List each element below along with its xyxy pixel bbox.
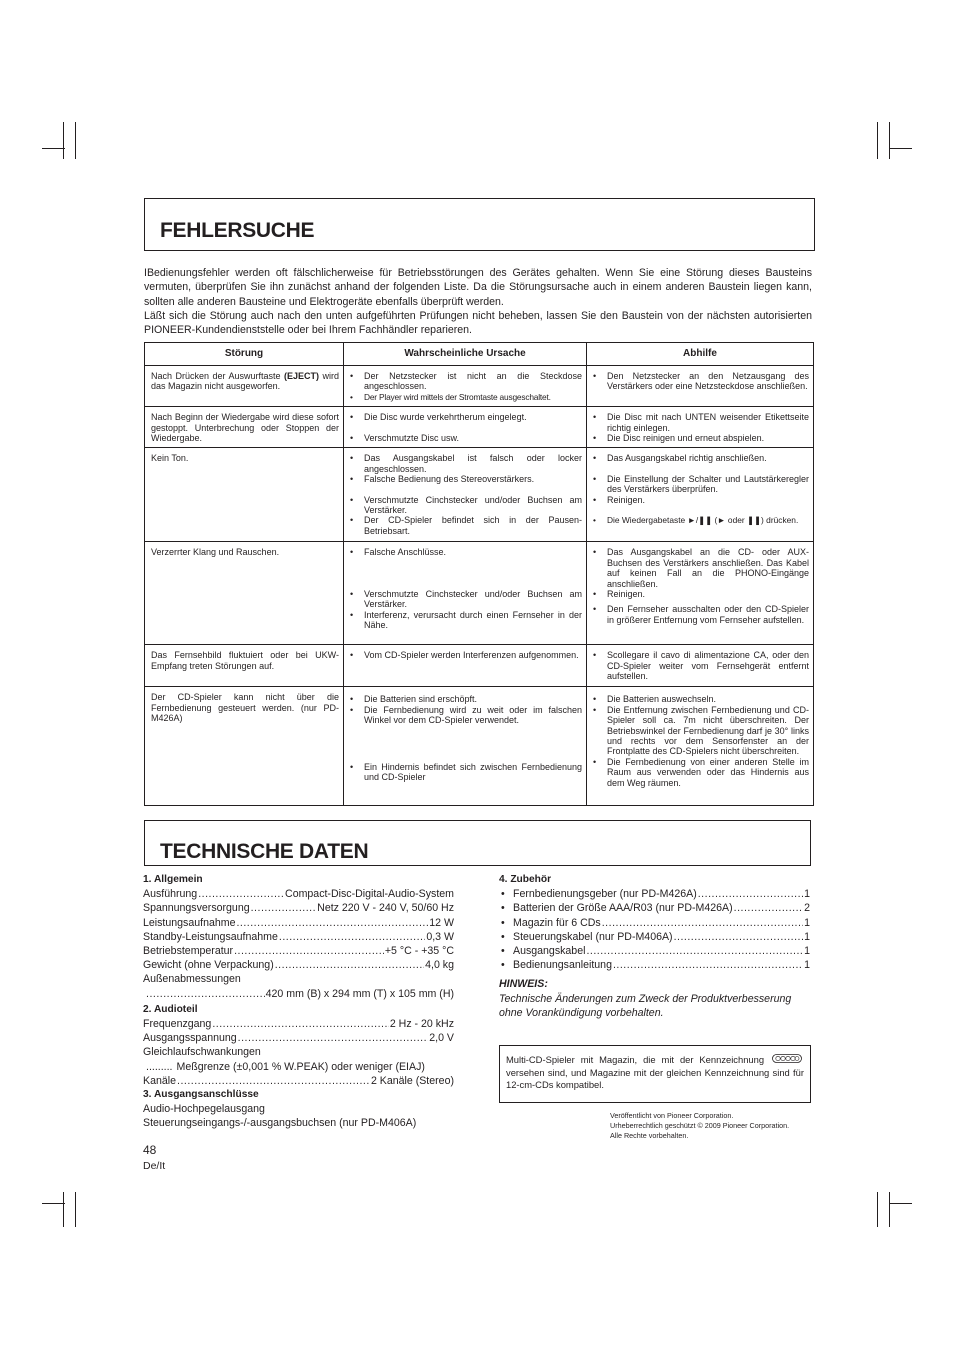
page-number: 48 [143,1143,157,1157]
spec-label: Betriebstemperatur [143,945,234,958]
remedy-item: • Die Disc mit nach UNTEN weisender Etikettseite richtig einlegen. [593,412,809,433]
problem-cell [145,366,344,407]
spec-value: +5 °C - +35 °C [384,945,454,958]
spec-label: Ausgangsspannung [143,1032,237,1045]
troubleshooting-header [144,198,815,251]
spec-value: Meßgrenze (±0,001 % W.PEAK) oder weniger (EIAJ) [176,1060,425,1073]
list-item [499,930,810,944]
cause-item: • Verschmutzte Disc usw. [350,433,582,443]
accessory-label: • Steuerungskabel (nur PD-M406A) [513,930,673,943]
remedy-item: • Die Disc reinigen und erneut abspielen. [593,433,809,443]
table-row [145,366,814,407]
spec-row [143,987,454,1001]
spec-value: 2 Hz - 20 kHz [389,1018,454,1031]
accessory-label: • Fernbedienungsgeber (nur PD-M426A) [513,888,697,901]
table-row [145,645,814,687]
remedy-item: • Die Wiedergabetaste ►/❚❚ (► oder ❚❚) drücken. [593,515,809,525]
note-text: Multi-CD-Spieler mit Magazin, die mit der Kennzeichnung [506,1054,765,1065]
problem-cell: Das Fernsehbild fluktuiert oder bei UKW-Empfang treten Störungen auf. [145,645,344,687]
language-code: De/It [143,1160,166,1172]
accessory-qty: 1 [804,930,810,943]
column-header: Störung [145,343,344,366]
spec-label: Standby-Leistungsaufnahme [143,930,278,943]
spec-value: 12 W [429,916,454,929]
troubleshooting-table [144,342,814,806]
cause-cell [344,645,587,687]
spec-row [143,887,454,901]
remedy-cell [587,645,814,687]
spec-heading-accessories: 4. Zubehör [499,874,552,885]
spec-value: Compact-Disc-Digital-Audio-System [285,888,454,901]
problem-cell: Der CD-Spieler kann nicht über die Fernbedienung gesteuert werden. (nur PD-M426A) [145,687,344,806]
problem-text: wird das Magazin nicht ausgeworfen. [151,371,339,392]
spec-row [143,1017,454,1031]
specs-left-column [143,873,454,1131]
spec-label: Leistungsaufnahme [143,916,236,929]
spec-value: 0,3 W [426,930,454,943]
cause-item: • Der CD-Spieler befindet sich in der Pausen-Betriebsart. [350,515,582,536]
spec-label: Spannungsversorgung [143,902,250,915]
spec-row [143,958,454,972]
spec-label: Gewicht (ohne Verpackung) [143,959,274,972]
specs-right-column [499,873,810,1020]
accessory-label: • Ausgangskabel [513,945,586,958]
problem-text: Nach Drücken der Auswurftaste [151,371,284,381]
specs-title: TECHNISCHE DATEN [160,840,369,863]
accessory-qty: 1 [804,916,810,929]
accessory-label: • Bedienungsanleitung [513,959,612,972]
accessory-label: • Batterien der Größe AAA/R03 (nur PD-M426A) [513,902,733,915]
spec-row [143,944,454,958]
remedy-cell [587,407,814,448]
hinweis-heading: HINWEIS: [499,978,548,991]
hinweis-text: Technische Änderungen zum Zweck der Produktverbesserung ohne Vorankündigung vorbehalten. [499,992,792,1019]
accessory-qty: 1 [804,945,810,958]
remedy-item: • Die Einstellung der Schalter und Lautstärkeregler des Verstärkers überprüfen. [593,474,809,495]
cause-item: • Der Player wird mittels der Stromtaste ausgeschaltet. [350,392,582,402]
cause-item: • Ein Hindernis befindet sich zwischen Fernbedienung und CD-Spieler [350,762,582,783]
cause-cell [344,687,587,806]
accessory-qty: 1 [804,888,810,901]
publisher-info [610,1111,789,1140]
remedy-item: • Die Batterien auswechseln. [593,694,809,704]
spec-row: ......... Meßgrenze (±0,001 % W.PEAK) oder weniger (EIAJ) [146,1060,425,1073]
column-header: Wahrscheinliche Ursache [344,343,587,366]
accessory-qty: 1 [804,959,810,972]
troubleshooting-title: FEHLERSUCHE [160,219,315,242]
spec-row [143,1031,454,1045]
table-row [145,687,814,806]
multi-cd-logo-icon [772,1054,802,1067]
table-row [145,542,814,645]
cause-cell [344,366,587,407]
remedy-cell [587,542,814,645]
spec-value: 2,0 V [429,1032,454,1045]
spec-heading-outputs: 3. Ausgangsanschlüsse [143,1089,259,1101]
spec-heading-audio: 2. Audioteil [143,1003,198,1015]
note-text: versehen sind, und Magazine mit der gleichen Kennzeichnung sind für 12-cm-CDs kompatibel. [506,1066,804,1091]
accessory-qty: 2 [804,902,810,915]
cause-item: • Das Ausgangskabel ist falsch oder locker angeschlossen. [350,453,582,474]
remedy-item: • Das Ausgangskabel richtig anschließen. [593,453,809,463]
remedy-item: • Das Ausgangskabel an die CD- oder AUX-Buchsen des Verstärkers anschließen. Das Kabel auf keinen Fall an die PHONO-Eingänge anschließen. [593,547,809,589]
cause-item: • Die Fernbedienung wird zu weit oder im falschen Winkel vor dem CD-Spieler verwendet. [350,705,582,726]
accessory-label: • Magazin für 6 CDs [513,916,601,929]
publisher-line: Urheberrechtlich geschützt © 2009 Pioneer Corporation. [610,1120,790,1130]
cause-cell [344,448,587,542]
cause-cell [344,542,587,645]
spec-row [143,901,454,915]
spec-label: Ausführung [143,888,198,901]
spec-value: 420 mm (B) x 294 mm (T) x 105 mm (H) [265,987,454,1000]
table-row [145,407,814,448]
table-header-row [145,343,814,366]
remedy-item: • Die Entfernung zwischen Fernbedienung und CD-Spieler soll ca. 7m nicht überschreiten. Der Betriebswinkel der Fernbedienung darf je 30° links und rechts vor dem Sensorfenster an der Frontplatte des CD-Spielers nicht überschreiten. [593,705,809,757]
intro-paragraph: Läßt sich die Störung auch nach den unten aufgeführten Prüfungen nicht beheben, lassen Sie den Baustein von der nächsten autorisierten PIONEER-Kundendienststelle oder bei Ihrem Fachhändler reparieren. [144,309,812,337]
cause-item: • Falsche Bedienung des Stereoverstärkers. [350,474,582,484]
cause-cell [344,407,587,448]
spec-row [143,1074,454,1088]
publisher-line: Alle Rechte vorbehalten. [610,1130,689,1140]
table-row [145,448,814,542]
cause-item: • Die Disc wurde verkehrtherum eingelegt. [350,412,582,422]
spec-value: 4,0 kg [425,959,454,972]
remedy-item: • Die Fernbedienung von einer anderen Stelle im Raum aus verwenden oder das Hindernis aus dem Weg räumen. [593,757,809,788]
column-header: Abhilfe [587,343,814,366]
remedy-item: • Reinigen. [593,495,809,505]
cause-item: • Vom CD-Spieler werden Interferenzen aufgenommen. [350,650,582,660]
spec-line: Audio-Hochpegelausgang [143,1103,265,1116]
spec-label: Außenabmessungen [143,973,241,986]
remedy-item: • Reinigen. [593,589,809,599]
spec-row [143,930,454,944]
specs-header [144,820,811,866]
problem-cell: Nach Beginn der Wiedergabe wird diese sofort gestoppt. Unterbrechung oder Stoppen der Wiedergabe. [145,407,344,448]
problem-cell: Verzerrter Klang und Rauschen. [145,542,344,645]
list-item [499,944,810,958]
problem-cell: Kein Ton. [145,448,344,542]
spec-value: Netz 220 V - 240 V, 50/60 Hz [317,902,454,915]
remedy-item: • Scollegare il cavo di alimentazione CA, oder den CD-Spieler weiter vom Fernsehgerät entfernt aufstellen. [593,650,809,681]
multi-cd-note-box [499,1045,811,1103]
list-item [499,887,810,901]
spec-row [143,916,454,930]
spec-line: Steuerungseingangs-/-ausgangsbuchsen (nur PD-M406A) [143,1117,417,1130]
list-item [499,958,810,972]
spec-label: Frequenzgang [143,1018,212,1031]
list-item [499,916,810,930]
spec-label: Gleichlaufschwankungen [143,1046,261,1059]
spec-heading-general: 1. Allgemein [143,874,203,885]
remedy-item: • Den Fernseher ausschalten oder den CD-Spieler in größerer Entfernung vom Fernseher aufstellen. [593,604,809,625]
intro-text [144,266,812,337]
remedy-item: • Den Netzstecker an den Netzausgang des Verstärkers oder eine Netzsteckdose anschließen. [593,371,809,392]
cause-item: • Interferenz, verursacht durch einen Fernseher in der Nähe. [350,610,582,631]
cause-item: • Verschmutzte Cinchstecker und/oder Buchsen am Verstärker. [350,495,582,516]
list-item [499,901,810,915]
accessory-list [499,887,810,972]
remedy-cell [587,366,814,407]
intro-paragraph: IBedienungsfehler werden oft fälschlicherweise für Betriebsstörungen des Gerätes gehalten. Wenn Sie eine Störung dieses Bausteins vermuten, überprüfen Sie ihn zunächst anhand der folgenden Liste. Da die Störungsursache auch in einem anderen Baustein liegen kann, sollten alle anderen Bausteine und Elektrogeräte ebenfalls überprüft werden. [144,267,812,308]
publisher-line: Veröffentlicht von Pioneer Corporation. [610,1111,734,1120]
spec-label: Kanäle [143,1074,176,1087]
eject-label: (EJECT) [283,371,319,381]
remedy-cell [587,687,814,806]
spec-value: 2 Kanäle (Stereo) [370,1074,454,1087]
cause-item: • Die Batterien sind erschöpft. [350,694,582,704]
cause-item: • Der Netzstecker ist nicht an die Steckdose angeschlossen. [350,371,582,392]
cause-item: • Falsche Anschlüsse. [350,547,582,557]
remedy-cell [587,448,814,542]
cause-item: • Verschmutzte Cinchstecker und/oder Buchsen am Verstärker. [350,589,582,610]
